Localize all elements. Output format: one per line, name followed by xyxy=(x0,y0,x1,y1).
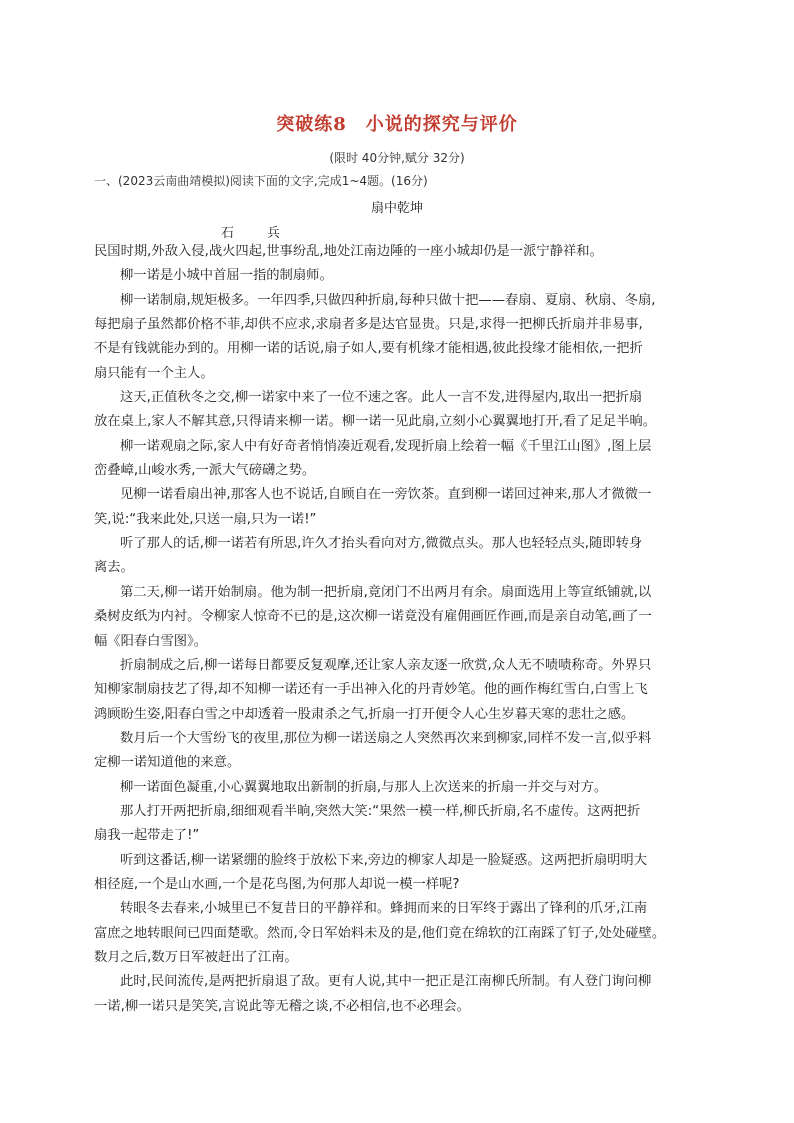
text-line: 柳一诺是小城中首屈一指的制扇师。 xyxy=(120,268,333,284)
text-line: 此时,民间流传,是两把折扇退了敌。更有人说,其中一把正是江南柳氏所制。有人登门询问柳 xyxy=(120,974,652,990)
text-line: 听了那人的话,柳一诺若有所思,许久才抬头看向对方,微微点头。那人也轻轻点头,随即转身 xyxy=(120,536,643,552)
text-line: 折扇制成之后,柳一诺每日都要反复观摩,还让家人亲友逐一欣赏,众人无不啧啧称奇。外界只 xyxy=(120,657,652,673)
text-line: 这天,正值秋冬之交,柳一诺家中来了一位不速之客。此人一言不发,进得屋内,取出一把折扇 xyxy=(120,390,643,406)
time-limit-note: (限时 40分钟,赋分 32分) xyxy=(329,151,465,165)
text-line: 那人打开两把折扇,细细观看半晌,突然大笑:“果然一模一样,柳氏折扇,名不虚传。这两把折 xyxy=(120,803,641,819)
text-line: 扇只能有一个主人。 xyxy=(94,365,214,381)
text-line: 一诺,柳一诺只是笑笑,言说此等无稽之谈,不必相信,也不必理会。 xyxy=(94,998,470,1014)
text-line: 数月后一个大雪纷飞的夜里,那位为柳一诺送扇之人突然再次来到柳家,同样不发一言,似乎料 xyxy=(120,730,652,746)
text-line: 放在桌上,家人不解其意,只得请来柳一诺。柳一诺一见此扇,立刻小心翼翼地打开,看了足足半晌。 xyxy=(94,414,657,430)
text-line: 转眼冬去春来,小城里已不复昔日的平静祥和。蜂拥而来的日军终于露出了锋利的爪牙,江南 xyxy=(120,901,648,917)
story-title: 扇中乾坤 xyxy=(370,201,423,216)
text-line: 知柳家制扇技艺了得,却不知柳一诺还有一手出神入化的丹青妙笔。他的画作梅红雪白,白雪上飞 xyxy=(94,682,648,698)
text-line: 离去。 xyxy=(94,560,134,576)
text-line: 笑,说:“我来此处,只送一扇,只为一诺!” xyxy=(94,511,317,527)
story-author: 石 兵 xyxy=(221,226,291,241)
text-line: 峦叠嶂,山峻水秀,一派大气磅礴之势。 xyxy=(94,463,316,479)
text-line: 每把扇子虽然都价格不菲,却供不应求,求扇者多是达官显贵。只是,求得一把柳氏折扇并非易事, xyxy=(94,317,643,333)
text-line: 听到这番话,柳一诺紧绷的脸终于放松下来,旁边的柳家人却是一脸疑惑。这两把折扇明明大 xyxy=(120,852,648,868)
text-line: 不是有钱就能办到的。用柳一诺的话说,扇子如人,要有机缘才能相遇,彼此投缘才能相依,一把折 xyxy=(94,341,643,357)
text-line: 定柳一诺知道他的来意。 xyxy=(94,755,241,771)
text-line: 桑树皮纸为内衬。令柳家人惊奇不已的是,这次柳一诺竟没有雇佣画匠作画,而是亲自动笔,画了一 xyxy=(94,609,652,625)
text-line: 柳一诺面色凝重,小心翼翼地取出新制的折扇,与那人上次送来的折扇一并交与对方。 xyxy=(120,779,608,795)
text-line: 相径庭,一个是山水画,一个是花鸟图,为何那人却说一模一样呢? xyxy=(94,876,460,892)
story-body xyxy=(94,240,704,1019)
text-line: 幅《阳春白雪图》。 xyxy=(94,633,208,649)
text-line: 富庶之地转眼间已四面楚歌。然而,令日军始料未及的是,他们竟在绵软的江南踩了钉子,处处碰壁。 xyxy=(94,925,666,941)
text-line: 柳一诺制扇,规矩极多。一年四季,只做四种折扇,每种只做十把——春扇、夏扇、秋扇、冬扇, xyxy=(120,292,656,308)
text-line: 鸿顾盼生姿,阳春白雪之中却透着一股肃杀之气,折扇一打开便令人心生岁暮天寒的悲壮之感。 xyxy=(94,706,635,722)
text-line: 柳一诺观扇之际,家人中有好奇者悄悄凑近观看,发现折扇上绘着一幅《千里江山图》,图上层 xyxy=(120,438,652,454)
text-line: 第二天,柳一诺开始制扇。他为制一把折扇,竟闭门不出两月有余。扇面选用上等宣纸铺就,以 xyxy=(120,584,652,600)
question-instruction: 一、(2023云南曲靖模拟)阅读下面的文字,完成1~4题。(16分) xyxy=(94,174,428,188)
text-line: 民国时期,外敌入侵,战火四起,世事纷乱,地处江南边陲的一座小城却仍是一派宁静祥和。 xyxy=(94,244,603,259)
text-line: 扇我一起带走了!” xyxy=(94,828,200,844)
text-line: 数月之后,数万日军被赶出了江南。 xyxy=(94,949,298,965)
page-title: 突破练8 小说的探究与评价 xyxy=(276,114,518,135)
text-line: 见柳一诺看扇出神,那客人也不说话,自顾自在一旁饮茶。直到柳一诺回过神来,那人才微微一 xyxy=(120,487,652,503)
